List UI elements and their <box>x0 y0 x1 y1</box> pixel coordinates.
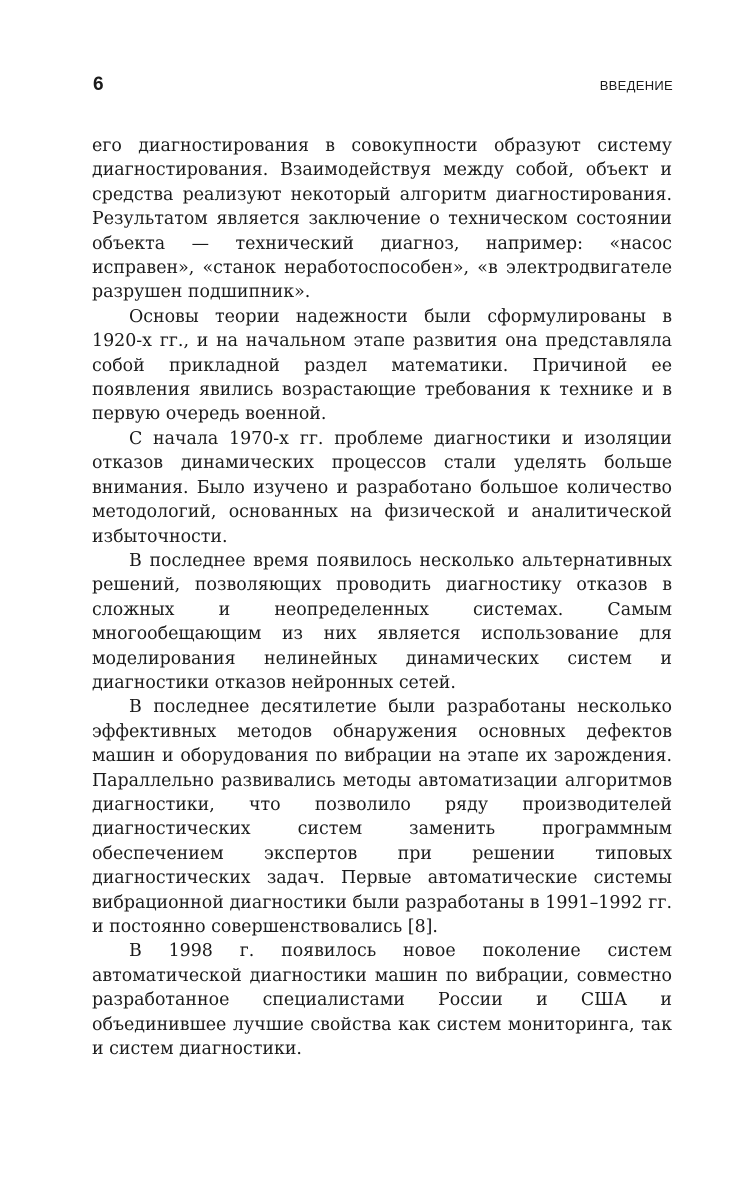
paragraph: Основы теории надежности были сформулированы в 1920-х гг., и на начальном этапе развития она представляла собой прикладной раздел математики. Причиной ее появления явились возрастающие требования к технике и в первую очередь военной. <box>92 306 672 425</box>
body-text <box>92 134 672 1061</box>
running-head: ВВЕДЕНИЕ <box>599 78 673 93</box>
page-number: 6 <box>93 74 104 95</box>
paragraph: В 1998 г. появилось новое поколение систем автоматической диагностики машин по вибрации, совместно разработанное специалистами России и США и объединившее лучшие свойства как систем мониторинга, так и систем диагностики. <box>92 941 672 1060</box>
paragraph: В последнее время появилось несколько альтернативных решений, позволяющих проводить диагностику отказов в сложных и неопределенных системах. Самым многообещающим из них является использование для моделирования нелинейных динамических систем и диагностики отказов нейронных сетей. <box>92 550 672 693</box>
paragraph: В последнее десятилетие были разработаны несколько эффективных методов обнаружения основных дефектов машин и оборудования по вибрации на этапе их зарождения. Параллельно развивались методы автоматизации алгоритмов диагностики, что позволило ряду производителей диагностических систем заменить программным обеспечением экспертов при решении типовых диагностических задач. Первые автоматические системы вибрационной диагностики были разработаны в 1991–1992 гг. и постоянно совершенствовались [8]. <box>92 697 672 937</box>
paragraph: С начала 1970-х гг. проблеме диагностики и изоляции отказов динамических процессов стали уделять больше внимания. Было изучено и разработано большое количество методологий, основанных на физической и аналитической избыточности. <box>92 428 672 547</box>
paragraph-continued: его диагностирования в совокупности образуют систему диагностирования. Взаимодействуя между собой, объект и средства реализуют некоторый алгоритм диагностирования. Результатом является заключение о техническом состоянии объекта — технический диагноз, например: «насос исправен», «станок неработоспособен», «в электродвигателе разрушен подшипник». <box>92 136 672 303</box>
page-header <box>93 74 673 98</box>
